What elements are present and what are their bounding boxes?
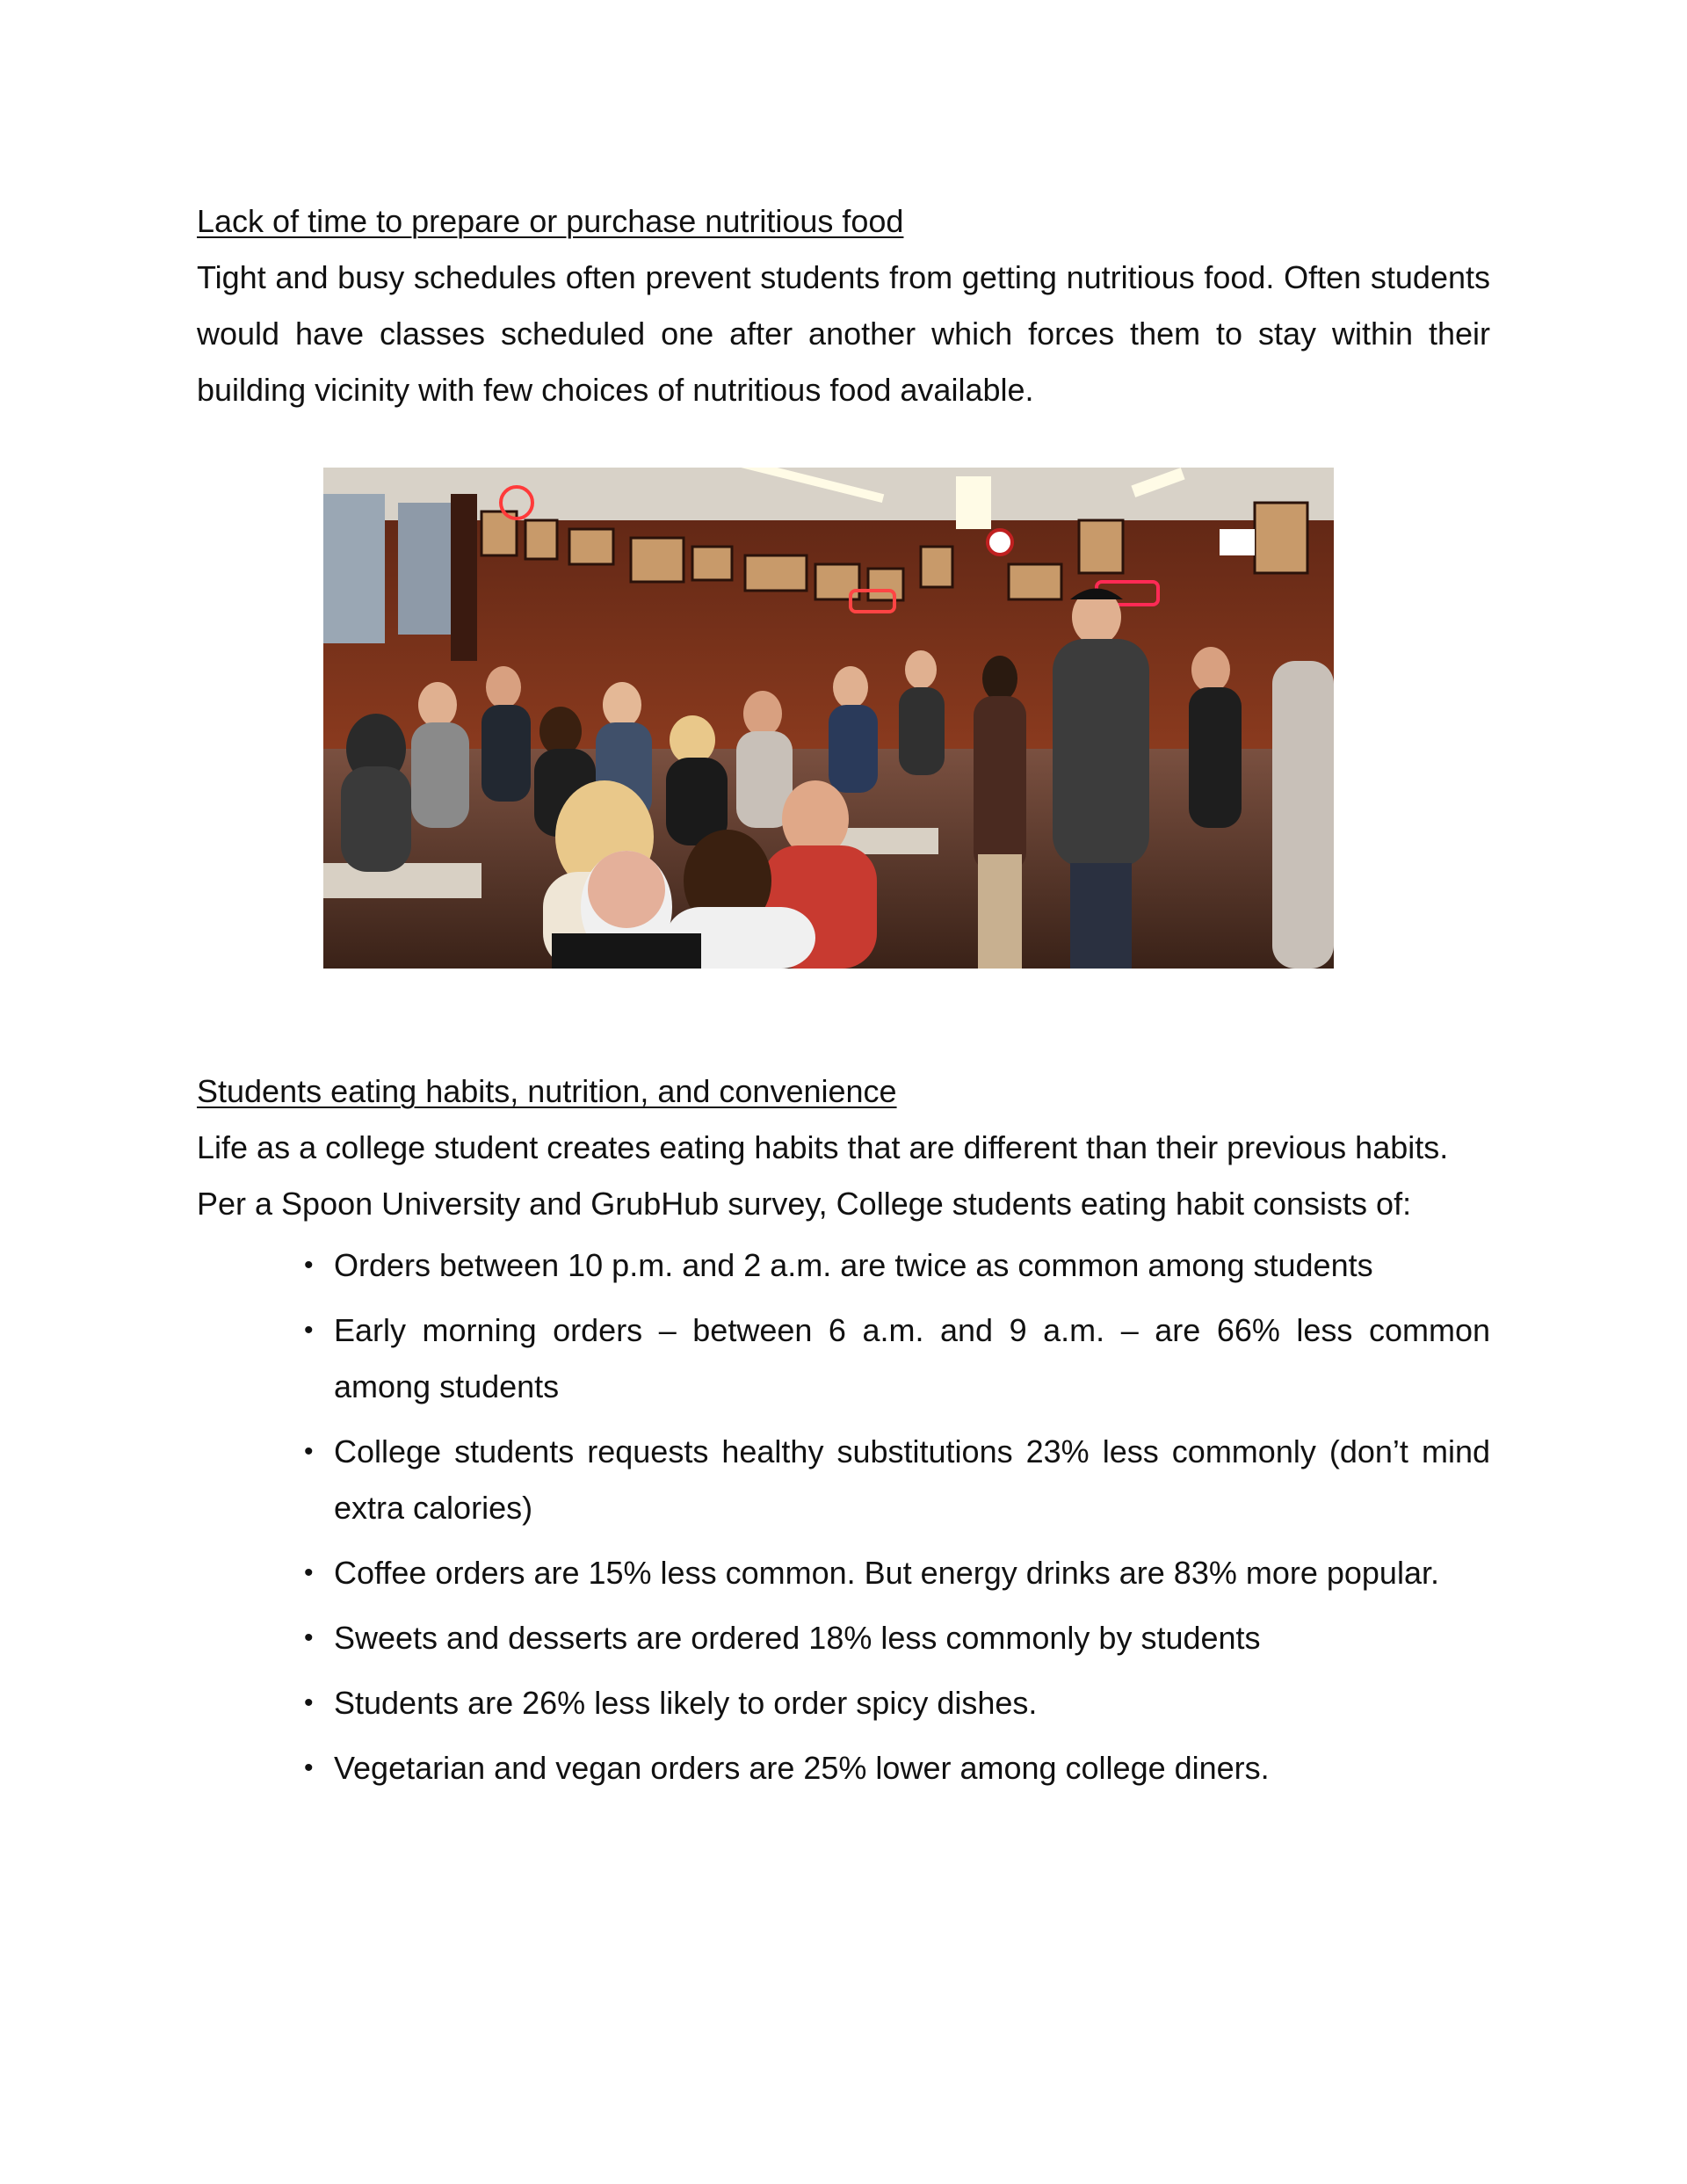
section-intro-line-2: Per a Spoon University and GrubHub survey, College students eating habit consists of:: [197, 1186, 1412, 1222]
section-heading-eating-habits: Students eating habits, nutrition, and convenience: [197, 1073, 897, 1109]
photo-illustration: [323, 468, 1334, 969]
bullet-icon: •: [304, 1251, 314, 1280]
list-item: • Students are 26% less likely to order spicy dishes.: [334, 1675, 1490, 1731]
bullet-icon: •: [304, 1623, 314, 1652]
bullet-icon: •: [304, 1753, 314, 1782]
bullet-icon: •: [304, 1437, 314, 1466]
section-eating-habits: [197, 1063, 1490, 1796]
section-body-lack-of-time: Tight and busy schedules often prevent students from getting nutritious food. Often students would have classes scheduled one after another which forces them to stay within their building vicinity with few choices of nutritious food available.: [197, 259, 1490, 408]
habits-bullet-list: [197, 1237, 1490, 1796]
list-item: • Orders between 10 p.m. and 2 a.m. are twice as common among students: [334, 1237, 1490, 1294]
list-item: • Coffee orders are 15% less common. But energy drinks are 83% more popular.: [334, 1545, 1490, 1601]
bullet-icon: •: [304, 1316, 314, 1345]
crowded-diner-photo: [323, 468, 1334, 969]
bullet-icon: •: [304, 1558, 314, 1587]
section-heading-lack-of-time: Lack of time to prepare or purchase nutritious food: [197, 203, 904, 239]
document-page: [197, 193, 1490, 1805]
list-item: • Vegetarian and vegan orders are 25% lower among college diners.: [334, 1740, 1490, 1796]
bullet-icon: •: [304, 1688, 314, 1717]
section-intro-line-1: Life as a college student creates eating habits that are different than their previous habits.: [197, 1129, 1449, 1165]
list-item: • College students requests healthy substitutions 23% less commonly (don’t mind extra calories): [334, 1424, 1490, 1536]
list-item: • Early morning orders – between 6 a.m. and 9 a.m. – are 66% less common among students: [334, 1302, 1490, 1415]
list-item: • Sweets and desserts are ordered 18% less commonly by students: [334, 1610, 1490, 1666]
